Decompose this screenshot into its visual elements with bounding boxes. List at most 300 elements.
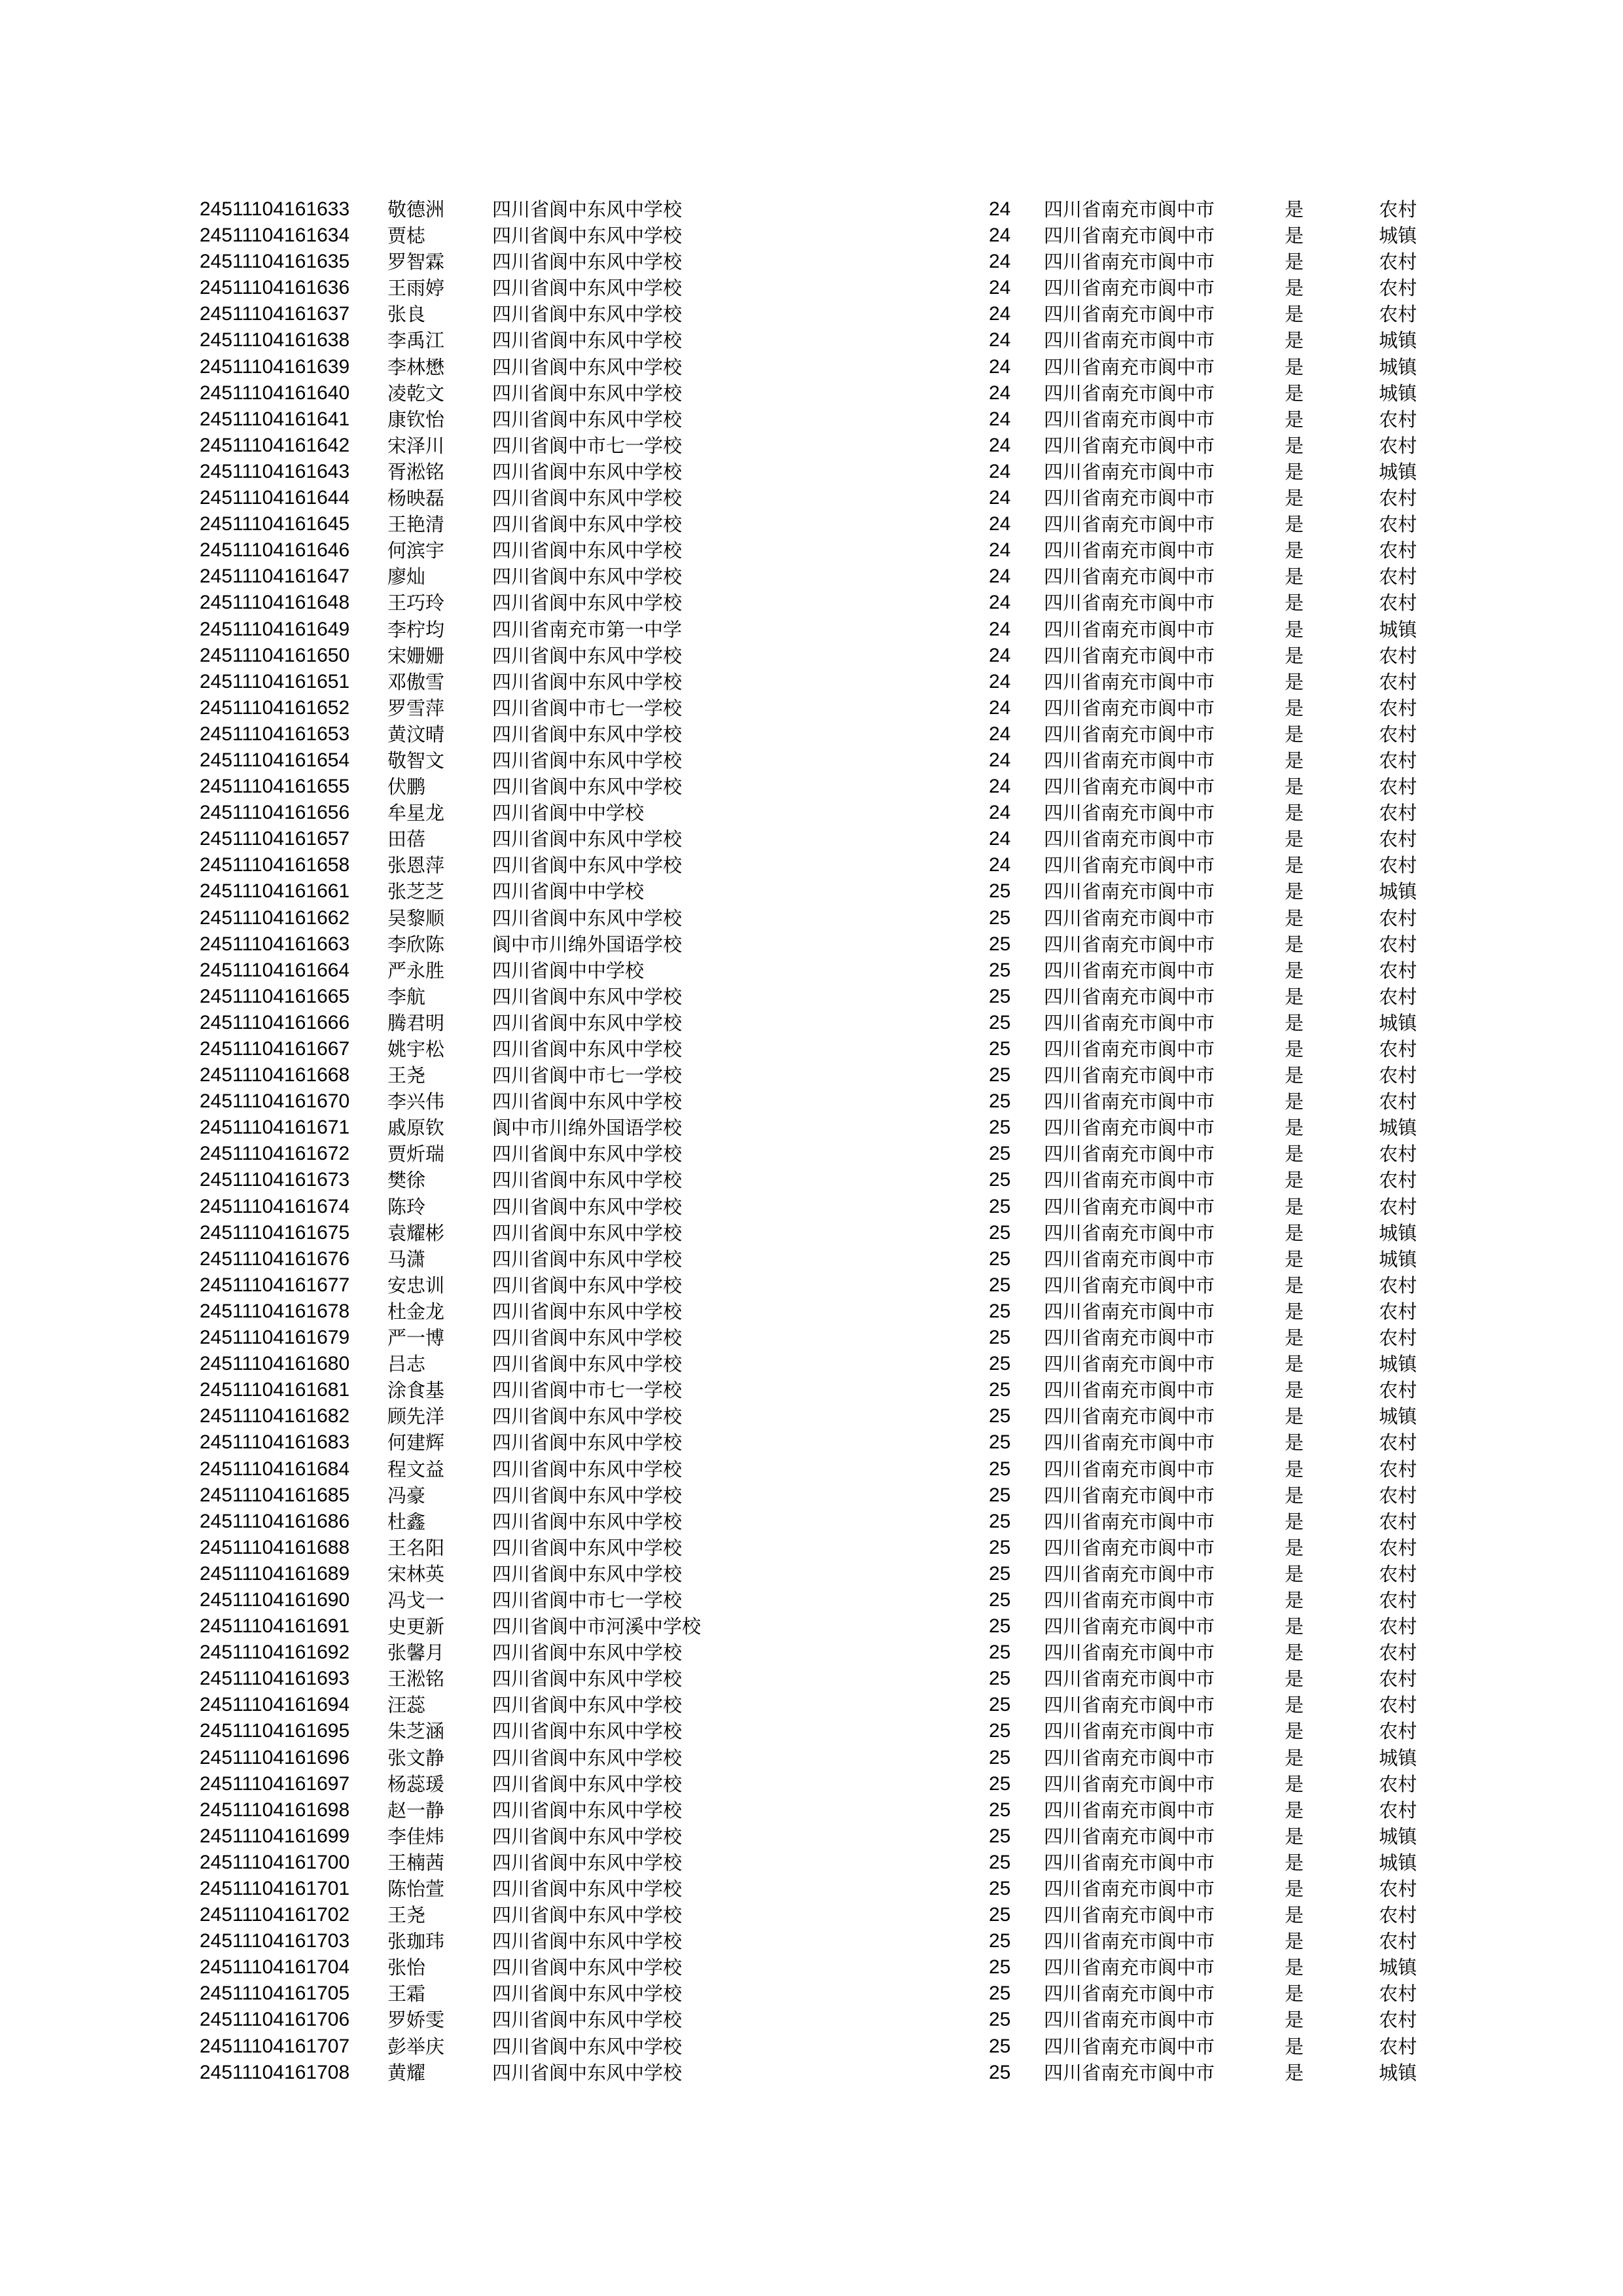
table-row xyxy=(200,2060,1430,2086)
household-type-cell: 农村 xyxy=(1379,592,1418,615)
household-type-cell: 农村 xyxy=(1379,1484,1418,1507)
school-cell: 四川省阆中东风中学校 xyxy=(492,329,683,352)
student-name-cell: 张恩萍 xyxy=(387,854,445,877)
exam-number-cell: 24511104161678 xyxy=(200,1300,350,1322)
score-cell: 25 xyxy=(989,1011,1011,1033)
table-row xyxy=(200,275,1430,301)
flag-cell: 是 xyxy=(1285,1431,1304,1454)
flag-cell: 是 xyxy=(1285,1904,1304,1927)
exam-number-cell: 24511104161666 xyxy=(200,1011,350,1033)
table-row xyxy=(200,643,1430,669)
score-cell: 25 xyxy=(989,1379,1011,1401)
school-cell: 四川省阆中东风中学校 xyxy=(492,1274,683,1297)
flag-cell: 是 xyxy=(1285,1405,1304,1428)
score-cell: 24 xyxy=(989,828,1011,850)
school-cell: 四川省阆中东风中学校 xyxy=(492,1458,683,1480)
household-type-cell: 城镇 xyxy=(1379,1011,1418,1034)
household-type-cell: 农村 xyxy=(1379,1064,1418,1087)
household-type-cell: 农村 xyxy=(1379,749,1418,772)
household-type-cell: 农村 xyxy=(1379,1431,1418,1454)
score-cell: 25 xyxy=(989,1746,1011,1768)
table-row xyxy=(200,196,1430,223)
household-type-cell: 城镇 xyxy=(1379,880,1418,903)
table-row xyxy=(200,800,1430,826)
flag-cell: 是 xyxy=(1285,1327,1304,1350)
school-cell: 四川省阆中东风中学校 xyxy=(492,487,683,510)
flag-cell: 是 xyxy=(1285,1090,1304,1113)
exam-number-cell: 24511104161700 xyxy=(200,1851,350,1873)
region-cell: 四川省南充市阆中市 xyxy=(1044,1405,1215,1428)
region-cell: 四川省南充市阆中市 xyxy=(1044,880,1215,903)
student-name-cell: 黄汶晴 xyxy=(387,723,445,745)
score-cell: 24 xyxy=(989,513,1011,535)
score-cell: 25 xyxy=(989,1799,1011,1821)
student-name-cell: 李禹江 xyxy=(387,329,445,352)
flag-cell: 是 xyxy=(1285,749,1304,772)
score-cell: 24 xyxy=(989,408,1011,430)
exam-number-cell: 24511104161696 xyxy=(200,1746,350,1768)
region-cell: 四川省南充市阆中市 xyxy=(1044,1143,1215,1166)
household-type-cell: 农村 xyxy=(1379,1588,1418,1611)
exam-number-cell: 24511104161641 xyxy=(200,408,350,430)
student-name-cell: 杜金龙 xyxy=(387,1300,445,1323)
exam-number-cell: 24511104161644 xyxy=(200,487,350,509)
score-cell: 24 xyxy=(989,382,1011,404)
table-row xyxy=(200,1377,1430,1403)
household-type-cell: 农村 xyxy=(1379,539,1418,562)
score-cell: 25 xyxy=(989,2061,1011,2083)
exam-number-cell: 24511104161702 xyxy=(200,1904,350,1926)
household-type-cell: 农村 xyxy=(1379,408,1418,431)
household-type-cell: 农村 xyxy=(1379,644,1418,667)
region-cell: 四川省南充市阆中市 xyxy=(1044,776,1215,798)
score-cell: 25 xyxy=(989,1562,1011,1585)
table-row xyxy=(200,774,1430,800)
household-type-cell: 农村 xyxy=(1379,1458,1418,1480)
household-type-cell: 农村 xyxy=(1379,670,1418,693)
school-cell: 四川省阆中东风中学校 xyxy=(492,592,683,615)
table-row xyxy=(200,905,1430,931)
region-cell: 四川省南充市阆中市 xyxy=(1044,539,1215,562)
region-cell: 四川省南充市阆中市 xyxy=(1044,1221,1215,1244)
school-cell: 四川省阆中东风中学校 xyxy=(492,906,683,929)
score-cell: 25 xyxy=(989,933,1011,955)
student-name-cell: 邓傲雪 xyxy=(387,670,445,693)
school-cell: 四川省阆中东风中学校 xyxy=(492,303,683,326)
school-cell: 四川省阆中东风中学校 xyxy=(492,408,683,431)
student-name-cell: 陈怡萱 xyxy=(387,1878,445,1900)
household-type-cell: 农村 xyxy=(1379,1641,1418,1664)
student-name-cell: 伏鹏 xyxy=(387,776,426,798)
region-cell: 四川省南充市阆中市 xyxy=(1044,224,1215,247)
score-cell: 24 xyxy=(989,776,1011,798)
school-cell: 阆中市川绵外国语学校 xyxy=(492,933,683,956)
student-name-cell: 戚原钦 xyxy=(387,1117,445,1139)
exam-number-cell: 24511104161633 xyxy=(200,198,350,220)
score-cell: 25 xyxy=(989,1878,1011,1899)
school-cell: 四川省阆中东风中学校 xyxy=(492,1510,683,1533)
exam-number-cell: 24511104161685 xyxy=(200,1484,350,1506)
table-row xyxy=(200,1351,1430,1377)
region-cell: 四川省南充市阆中市 xyxy=(1044,1904,1215,1927)
exam-number-cell: 24511104161682 xyxy=(200,1405,350,1427)
region-cell: 四川省南充市阆中市 xyxy=(1044,434,1215,457)
student-name-cell: 张芝芝 xyxy=(387,880,445,903)
school-cell: 四川省阆中东风中学校 xyxy=(492,1694,683,1717)
student-name-cell: 赵一静 xyxy=(387,1799,445,1821)
school-cell: 四川省阆中东风中学校 xyxy=(492,224,683,247)
score-cell: 25 xyxy=(989,1247,1011,1270)
household-type-cell: 城镇 xyxy=(1379,1117,1418,1139)
school-cell: 四川省阆中东风中学校 xyxy=(492,2035,683,2058)
score-cell: 25 xyxy=(989,1405,1011,1427)
flag-cell: 是 xyxy=(1285,1746,1304,1769)
household-type-cell: 农村 xyxy=(1379,1038,1418,1060)
table-row xyxy=(200,1954,1430,1981)
region-cell: 四川省南充市阆中市 xyxy=(1044,670,1215,693)
region-cell: 四川省南充市阆中市 xyxy=(1044,1510,1215,1533)
flag-cell: 是 xyxy=(1285,1641,1304,1664)
score-cell: 24 xyxy=(989,198,1011,220)
household-type-cell: 农村 xyxy=(1379,1772,1418,1795)
household-type-cell: 农村 xyxy=(1379,723,1418,745)
table-row xyxy=(200,1220,1430,1246)
household-type-cell: 农村 xyxy=(1379,1090,1418,1113)
student-name-cell: 康钦怡 xyxy=(387,408,445,431)
region-cell: 四川省南充市阆中市 xyxy=(1044,933,1215,956)
table-row xyxy=(200,2007,1430,2033)
score-cell: 24 xyxy=(989,854,1011,876)
student-name-cell: 罗智霖 xyxy=(387,251,445,274)
exam-number-cell: 24511104161665 xyxy=(200,985,350,1007)
household-type-cell: 农村 xyxy=(1379,985,1418,1008)
region-cell: 四川省南充市阆中市 xyxy=(1044,198,1215,221)
table-row xyxy=(200,1088,1430,1115)
school-cell: 四川省阆中东风中学校 xyxy=(492,1090,683,1113)
student-name-cell: 吴黎顺 xyxy=(387,906,445,929)
student-name-cell: 李兴伟 xyxy=(387,1090,445,1113)
exam-number-cell: 24511104161695 xyxy=(200,1720,350,1742)
exam-number-cell: 24511104161704 xyxy=(200,1956,350,1979)
score-cell: 25 xyxy=(989,1668,1011,1690)
table-row xyxy=(200,1692,1430,1718)
score-cell: 25 xyxy=(989,1694,1011,1716)
exam-number-cell: 24511104161647 xyxy=(200,565,350,588)
student-name-cell: 何建辉 xyxy=(387,1431,445,1454)
school-cell: 阆中市川绵外国语学校 xyxy=(492,1117,683,1139)
score-cell: 25 xyxy=(989,1274,1011,1296)
table-row xyxy=(200,2034,1430,2060)
table-row xyxy=(200,537,1430,564)
exam-number-cell: 24511104161676 xyxy=(200,1247,350,1270)
flag-cell: 是 xyxy=(1285,1484,1304,1507)
school-cell: 四川省阆中东风中学校 xyxy=(492,1484,683,1507)
exam-number-cell: 24511104161684 xyxy=(200,1458,350,1480)
flag-cell: 是 xyxy=(1285,959,1304,982)
region-cell: 四川省南充市阆中市 xyxy=(1044,1064,1215,1087)
student-name-cell: 姚宇松 xyxy=(387,1038,445,1060)
student-name-cell: 李欣陈 xyxy=(387,933,445,956)
score-cell: 25 xyxy=(989,1353,1011,1375)
exam-number-cell: 24511104161706 xyxy=(200,2009,350,2031)
school-cell: 四川省阆中东风中学校 xyxy=(492,828,683,851)
student-name-cell: 安忠训 xyxy=(387,1274,445,1297)
score-cell: 25 xyxy=(989,1904,1011,1926)
household-type-cell: 城镇 xyxy=(1379,1746,1418,1769)
score-cell: 25 xyxy=(989,1772,1011,1795)
student-name-cell: 张文静 xyxy=(387,1746,445,1769)
household-type-cell: 城镇 xyxy=(1379,382,1418,404)
region-cell: 四川省南充市阆中市 xyxy=(1044,1851,1215,1874)
score-cell: 24 xyxy=(989,644,1011,666)
exam-number-cell: 24511104161667 xyxy=(200,1038,350,1060)
student-name-cell: 王雨婷 xyxy=(387,277,445,300)
flag-cell: 是 xyxy=(1285,854,1304,877)
exam-number-cell: 24511104161698 xyxy=(200,1799,350,1821)
score-cell: 25 xyxy=(989,1588,1011,1611)
student-name-cell: 涂食基 xyxy=(387,1379,445,1402)
score-cell: 24 xyxy=(989,251,1011,273)
household-type-cell: 农村 xyxy=(1379,933,1418,956)
exam-number-cell: 24511104161689 xyxy=(200,1562,350,1585)
flag-cell: 是 xyxy=(1285,985,1304,1008)
exam-number-cell: 24511104161662 xyxy=(200,906,350,929)
exam-number-cell: 24511104161657 xyxy=(200,828,350,850)
school-cell: 四川省阆中东风中学校 xyxy=(492,460,683,483)
student-name-cell: 牟星龙 xyxy=(387,802,445,825)
student-name-cell: 王尧 xyxy=(387,1064,426,1087)
exam-number-cell: 24511104161637 xyxy=(200,303,350,325)
region-cell: 四川省南充市阆中市 xyxy=(1044,382,1215,404)
household-type-cell: 农村 xyxy=(1379,906,1418,929)
region-cell: 四川省南充市阆中市 xyxy=(1044,303,1215,326)
region-cell: 四川省南充市阆中市 xyxy=(1044,906,1215,929)
student-name-cell: 张珈玮 xyxy=(387,1930,445,1953)
exam-number-cell: 24511104161697 xyxy=(200,1772,350,1795)
flag-cell: 是 xyxy=(1285,513,1304,536)
school-cell: 四川省阆中东风中学校 xyxy=(492,1641,683,1664)
score-cell: 25 xyxy=(989,1982,1011,2005)
flag-cell: 是 xyxy=(1285,1772,1304,1795)
exam-number-cell: 24511104161636 xyxy=(200,277,350,299)
score-cell: 25 xyxy=(989,1221,1011,1244)
exam-number-cell: 24511104161650 xyxy=(200,644,350,666)
table-row xyxy=(200,354,1430,380)
school-cell: 四川省阆中东风中学校 xyxy=(492,1353,683,1376)
table-row xyxy=(200,1272,1430,1299)
household-type-cell: 农村 xyxy=(1379,1327,1418,1350)
table-row xyxy=(200,878,1430,905)
table-row xyxy=(200,931,1430,958)
flag-cell: 是 xyxy=(1285,1379,1304,1402)
household-type-cell: 城镇 xyxy=(1379,618,1418,641)
student-name-cell: 马潇 xyxy=(387,1247,426,1270)
exam-number-cell: 24511104161681 xyxy=(200,1379,350,1401)
household-type-cell: 农村 xyxy=(1379,1930,1418,1953)
household-type-cell: 农村 xyxy=(1379,959,1418,982)
school-cell: 四川省阆中东风中学校 xyxy=(492,1011,683,1034)
household-type-cell: 农村 xyxy=(1379,1143,1418,1166)
student-name-cell: 王尧 xyxy=(387,1904,426,1927)
school-cell: 四川省阆中市七一学校 xyxy=(492,1064,683,1087)
region-cell: 四川省南充市阆中市 xyxy=(1044,2009,1215,2032)
school-cell: 四川省阆中东风中学校 xyxy=(492,670,683,693)
exam-number-cell: 24511104161675 xyxy=(200,1221,350,1244)
score-cell: 25 xyxy=(989,1615,1011,1638)
region-cell: 四川省南充市阆中市 xyxy=(1044,749,1215,772)
school-cell: 四川省阆中东风中学校 xyxy=(492,1300,683,1323)
school-cell: 四川省阆中东风中学校 xyxy=(492,1562,683,1585)
student-roster-table xyxy=(200,196,1430,2086)
student-name-cell: 宋林英 xyxy=(387,1562,445,1585)
score-cell: 24 xyxy=(989,592,1011,614)
table-row xyxy=(200,327,1430,353)
score-cell: 24 xyxy=(989,618,1011,640)
student-name-cell: 王楠茜 xyxy=(387,1851,445,1874)
table-row xyxy=(200,852,1430,878)
school-cell: 四川省阆中东风中学校 xyxy=(492,723,683,745)
exam-number-cell: 24511104161642 xyxy=(200,434,350,456)
region-cell: 四川省南充市阆中市 xyxy=(1044,1379,1215,1402)
flag-cell: 是 xyxy=(1285,355,1304,378)
region-cell: 四川省南充市阆中市 xyxy=(1044,1588,1215,1611)
region-cell: 四川省南充市阆中市 xyxy=(1044,355,1215,378)
flag-cell: 是 xyxy=(1285,1143,1304,1166)
school-cell: 四川省阆中东风中学校 xyxy=(492,565,683,588)
region-cell: 四川省南充市阆中市 xyxy=(1044,1720,1215,1743)
table-row xyxy=(200,1010,1430,1036)
table-row xyxy=(200,1797,1430,1823)
exam-number-cell: 24511104161672 xyxy=(200,1143,350,1165)
flag-cell: 是 xyxy=(1285,1353,1304,1376)
student-name-cell: 王巧玲 xyxy=(387,592,445,615)
exam-number-cell: 24511104161680 xyxy=(200,1353,350,1375)
student-name-cell: 杨蕊瑗 xyxy=(387,1772,445,1795)
region-cell: 四川省南充市阆中市 xyxy=(1044,1274,1215,1297)
household-type-cell: 农村 xyxy=(1379,2035,1418,2058)
school-cell: 四川省阆中东风中学校 xyxy=(492,251,683,274)
household-type-cell: 农村 xyxy=(1379,1274,1418,1297)
region-cell: 四川省南充市阆中市 xyxy=(1044,565,1215,588)
exam-number-cell: 24511104161648 xyxy=(200,592,350,614)
table-row xyxy=(200,1167,1430,1193)
household-type-cell: 城镇 xyxy=(1379,2061,1418,2084)
score-cell: 24 xyxy=(989,723,1011,745)
school-cell: 四川省阆中中学校 xyxy=(492,802,645,825)
region-cell: 四川省南充市阆中市 xyxy=(1044,1956,1215,1979)
exam-number-cell: 24511104161707 xyxy=(200,2035,350,2057)
table-row xyxy=(200,1325,1430,1351)
exam-number-cell: 24511104161701 xyxy=(200,1878,350,1899)
school-cell: 四川省阆中东风中学校 xyxy=(492,198,683,221)
table-row xyxy=(200,301,1430,327)
school-cell: 四川省阆中东风中学校 xyxy=(492,355,683,378)
household-type-cell: 农村 xyxy=(1379,828,1418,851)
household-type-cell: 城镇 xyxy=(1379,1851,1418,1874)
school-cell: 四川省阆中中学校 xyxy=(492,959,645,982)
school-cell: 四川省阆中东风中学校 xyxy=(492,1956,683,1979)
household-type-cell: 农村 xyxy=(1379,854,1418,877)
student-name-cell: 李航 xyxy=(387,985,426,1008)
score-cell: 24 xyxy=(989,434,1011,456)
student-name-cell: 田蓓 xyxy=(387,828,426,851)
score-cell: 25 xyxy=(989,1484,1011,1506)
flag-cell: 是 xyxy=(1285,539,1304,562)
region-cell: 四川省南充市阆中市 xyxy=(1044,1484,1215,1507)
table-row xyxy=(200,1640,1430,1666)
exam-number-cell: 24511104161708 xyxy=(200,2061,350,2083)
score-cell: 25 xyxy=(989,959,1011,981)
student-name-cell: 严一博 xyxy=(387,1327,445,1350)
table-row xyxy=(200,617,1430,643)
exam-number-cell: 24511104161638 xyxy=(200,329,350,351)
table-row xyxy=(200,1299,1430,1325)
student-name-cell: 宋泽川 xyxy=(387,434,445,457)
school-cell: 四川省阆中东风中学校 xyxy=(492,2061,683,2084)
table-row xyxy=(200,1850,1430,1876)
flag-cell: 是 xyxy=(1285,1064,1304,1087)
school-cell: 四川省阆中东风中学校 xyxy=(492,1038,683,1060)
score-cell: 25 xyxy=(989,1510,1011,1532)
school-cell: 四川省南充市第一中学 xyxy=(492,618,683,641)
score-cell: 25 xyxy=(989,2009,1011,2031)
score-cell: 25 xyxy=(989,880,1011,903)
flag-cell: 是 xyxy=(1285,618,1304,641)
school-cell: 四川省阆中东风中学校 xyxy=(492,1982,683,2005)
flag-cell: 是 xyxy=(1285,828,1304,851)
exam-number-cell: 24511104161673 xyxy=(200,1169,350,1191)
student-name-cell: 冯豪 xyxy=(387,1484,426,1507)
score-cell: 25 xyxy=(989,1825,1011,1847)
score-cell: 25 xyxy=(989,2035,1011,2057)
region-cell: 四川省南充市阆中市 xyxy=(1044,1458,1215,1480)
school-cell: 四川省阆中东风中学校 xyxy=(492,1720,683,1743)
score-cell: 25 xyxy=(989,1930,1011,1952)
school-cell: 四川省阆中东风中学校 xyxy=(492,1825,683,1848)
score-cell: 25 xyxy=(989,1117,1011,1139)
region-cell: 四川省南充市阆中市 xyxy=(1044,592,1215,615)
flag-cell: 是 xyxy=(1285,1982,1304,2005)
flag-cell: 是 xyxy=(1285,776,1304,798)
flag-cell: 是 xyxy=(1285,1536,1304,1559)
flag-cell: 是 xyxy=(1285,1878,1304,1900)
score-cell: 25 xyxy=(989,1641,1011,1664)
student-name-cell: 李柠均 xyxy=(387,618,445,641)
table-row xyxy=(200,1981,1430,2007)
school-cell: 四川省阆中东风中学校 xyxy=(492,776,683,798)
student-name-cell: 吕志 xyxy=(387,1353,426,1376)
region-cell: 四川省南充市阆中市 xyxy=(1044,1878,1215,1900)
region-cell: 四川省南充市阆中市 xyxy=(1044,2061,1215,2084)
school-cell: 四川省阆中中学校 xyxy=(492,880,645,903)
region-cell: 四川省南充市阆中市 xyxy=(1044,1090,1215,1113)
student-name-cell: 罗雪萍 xyxy=(387,696,445,719)
region-cell: 四川省南充市阆中市 xyxy=(1044,460,1215,483)
region-cell: 四川省南充市阆中市 xyxy=(1044,1982,1215,2005)
score-cell: 25 xyxy=(989,1327,1011,1349)
score-cell: 24 xyxy=(989,460,1011,482)
region-cell: 四川省南充市阆中市 xyxy=(1044,1117,1215,1139)
table-row xyxy=(200,1745,1430,1771)
exam-number-cell: 24511104161640 xyxy=(200,382,350,404)
school-cell: 四川省阆中市河溪中学校 xyxy=(492,1615,702,1638)
school-cell: 四川省阆中东风中学校 xyxy=(492,1247,683,1270)
student-name-cell: 程文益 xyxy=(387,1458,445,1480)
student-name-cell: 樊徐 xyxy=(387,1169,426,1192)
exam-number-cell: 24511104161699 xyxy=(200,1825,350,1847)
household-type-cell: 城镇 xyxy=(1379,1405,1418,1428)
flag-cell: 是 xyxy=(1285,906,1304,929)
